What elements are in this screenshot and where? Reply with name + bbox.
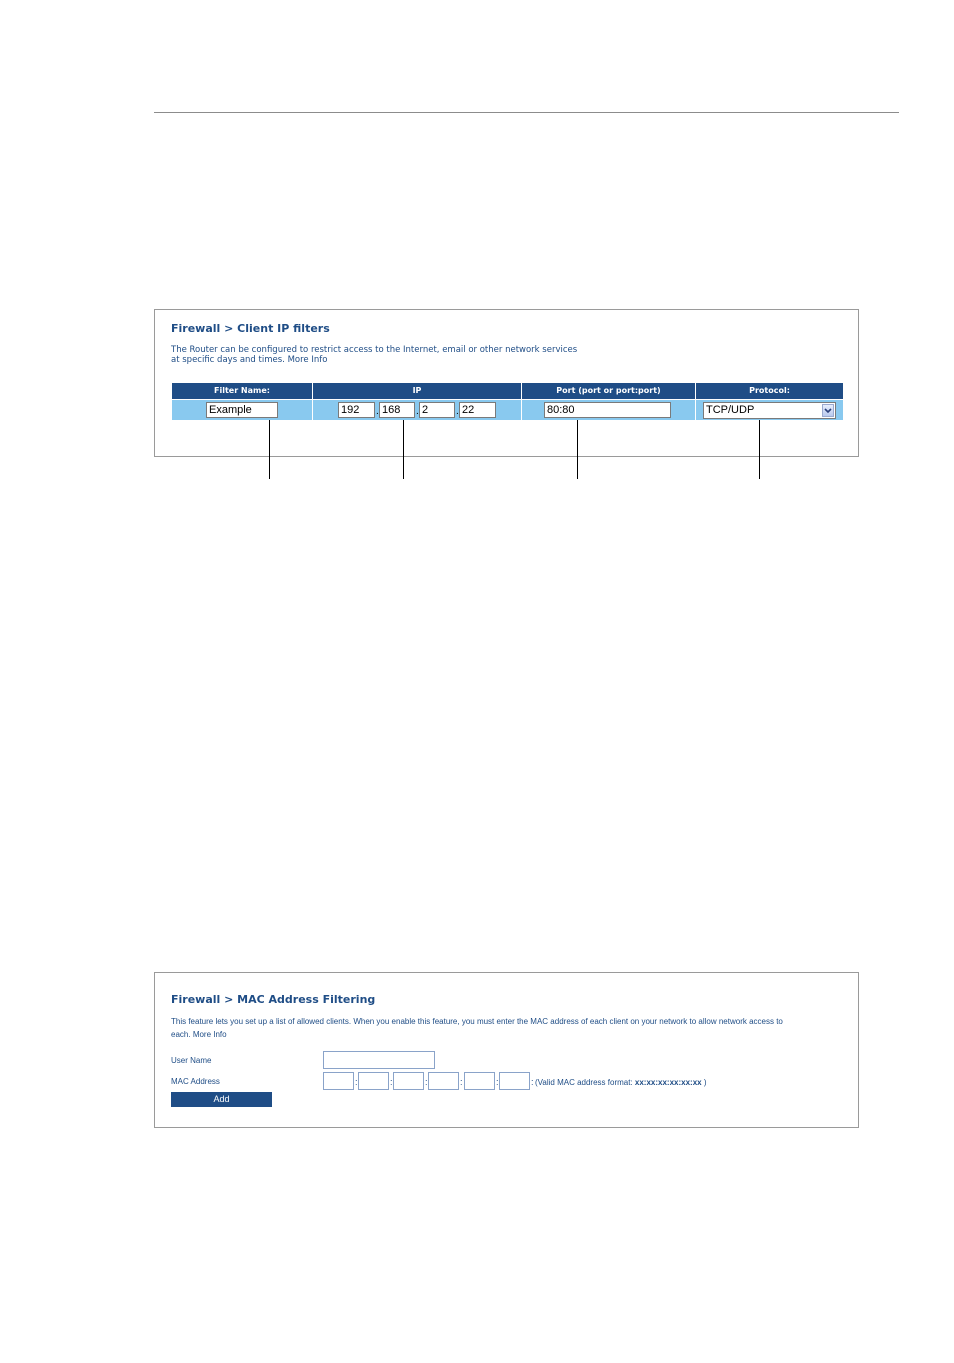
column-header-filter-name: Filter Name:: [172, 383, 313, 399]
mac-octet-1-input[interactable]: [323, 1072, 354, 1090]
mac-format-hint-suffix: ): [703, 1078, 707, 1087]
protocol-selected-value: TCP/UDP: [706, 404, 755, 416]
mac-octet-2-input[interactable]: [358, 1072, 389, 1090]
mac-format-hint-prefix: (Valid MAC address format:: [535, 1078, 633, 1087]
mac-octet-5-input[interactable]: [464, 1072, 495, 1090]
panel-description-line2: [171, 1029, 227, 1041]
description-text: each.: [171, 1030, 191, 1039]
ip-octet-4-input[interactable]: [459, 402, 496, 418]
chevron-down-icon[interactable]: [822, 404, 834, 417]
add-button[interactable]: Add: [171, 1092, 272, 1107]
mac-separator: :: [425, 1077, 428, 1087]
column-header-port: Port (port or port:port): [522, 383, 696, 399]
ip-octet-3-input[interactable]: [419, 402, 455, 418]
ip-separator: .: [456, 406, 459, 417]
mac-filtering-panel: [154, 972, 859, 1128]
ip-octet-1-input[interactable]: [338, 402, 375, 418]
ip-octet-2-input[interactable]: [379, 402, 415, 418]
filter-table-row: [172, 400, 843, 420]
column-divider: [695, 400, 696, 420]
port-input[interactable]: [544, 402, 671, 418]
panel-description-line1: The Router can be configured to restrict access to the Internet, email or other network services: [171, 345, 578, 355]
callout-line-port: [577, 420, 578, 479]
panel-description-line2: [171, 355, 327, 365]
panel-description-line1: This feature lets you set up a list of allowed clients. When you enable this feature, you must enter the MAC address of each client on your network to allow network access to: [171, 1017, 783, 1026]
protocol-select[interactable]: [703, 402, 836, 419]
callout-line-protocol: [759, 420, 760, 479]
filter-table: [172, 383, 843, 420]
filter-name-input[interactable]: [206, 402, 278, 418]
column-header-protocol: Protocol:: [749, 386, 790, 395]
column-divider: [521, 400, 522, 420]
mac-separator: :: [531, 1077, 534, 1087]
mac-address-label: MAC Address: [171, 1077, 220, 1086]
mac-separator: :: [390, 1077, 393, 1087]
user-name-label: User Name: [171, 1056, 212, 1065]
user-name-input[interactable]: [323, 1051, 435, 1069]
more-info-link[interactable]: More Info: [192, 1030, 227, 1039]
mac-format-hint: [535, 1078, 707, 1087]
mac-octet-3-input[interactable]: [393, 1072, 424, 1090]
mac-format-hint-value: xx:xx:xx:xx:xx:xx: [634, 1078, 702, 1087]
ip-separator: .: [376, 406, 379, 417]
mac-separator: :: [460, 1077, 463, 1087]
more-info-link[interactable]: More Info: [287, 355, 328, 365]
mac-octet-6-input[interactable]: [499, 1072, 530, 1090]
filter-table-header: [172, 383, 843, 399]
client-ip-filters-panel: [154, 309, 859, 457]
ip-separator: .: [416, 406, 419, 417]
mac-separator: :: [496, 1077, 499, 1087]
column-divider: [312, 400, 313, 420]
callout-line-filter-name: [269, 420, 270, 479]
top-rule: [154, 112, 899, 113]
panel-title: Firewall > Client IP filters: [171, 322, 330, 335]
mac-separator: :: [355, 1077, 358, 1087]
column-header-ip: IP: [313, 383, 522, 399]
mac-octet-4-input[interactable]: [428, 1072, 459, 1090]
description-text: at specific days and times.: [171, 355, 285, 365]
callout-line-ip: [403, 420, 404, 479]
panel-title: Firewall > MAC Address Filtering: [171, 993, 376, 1006]
